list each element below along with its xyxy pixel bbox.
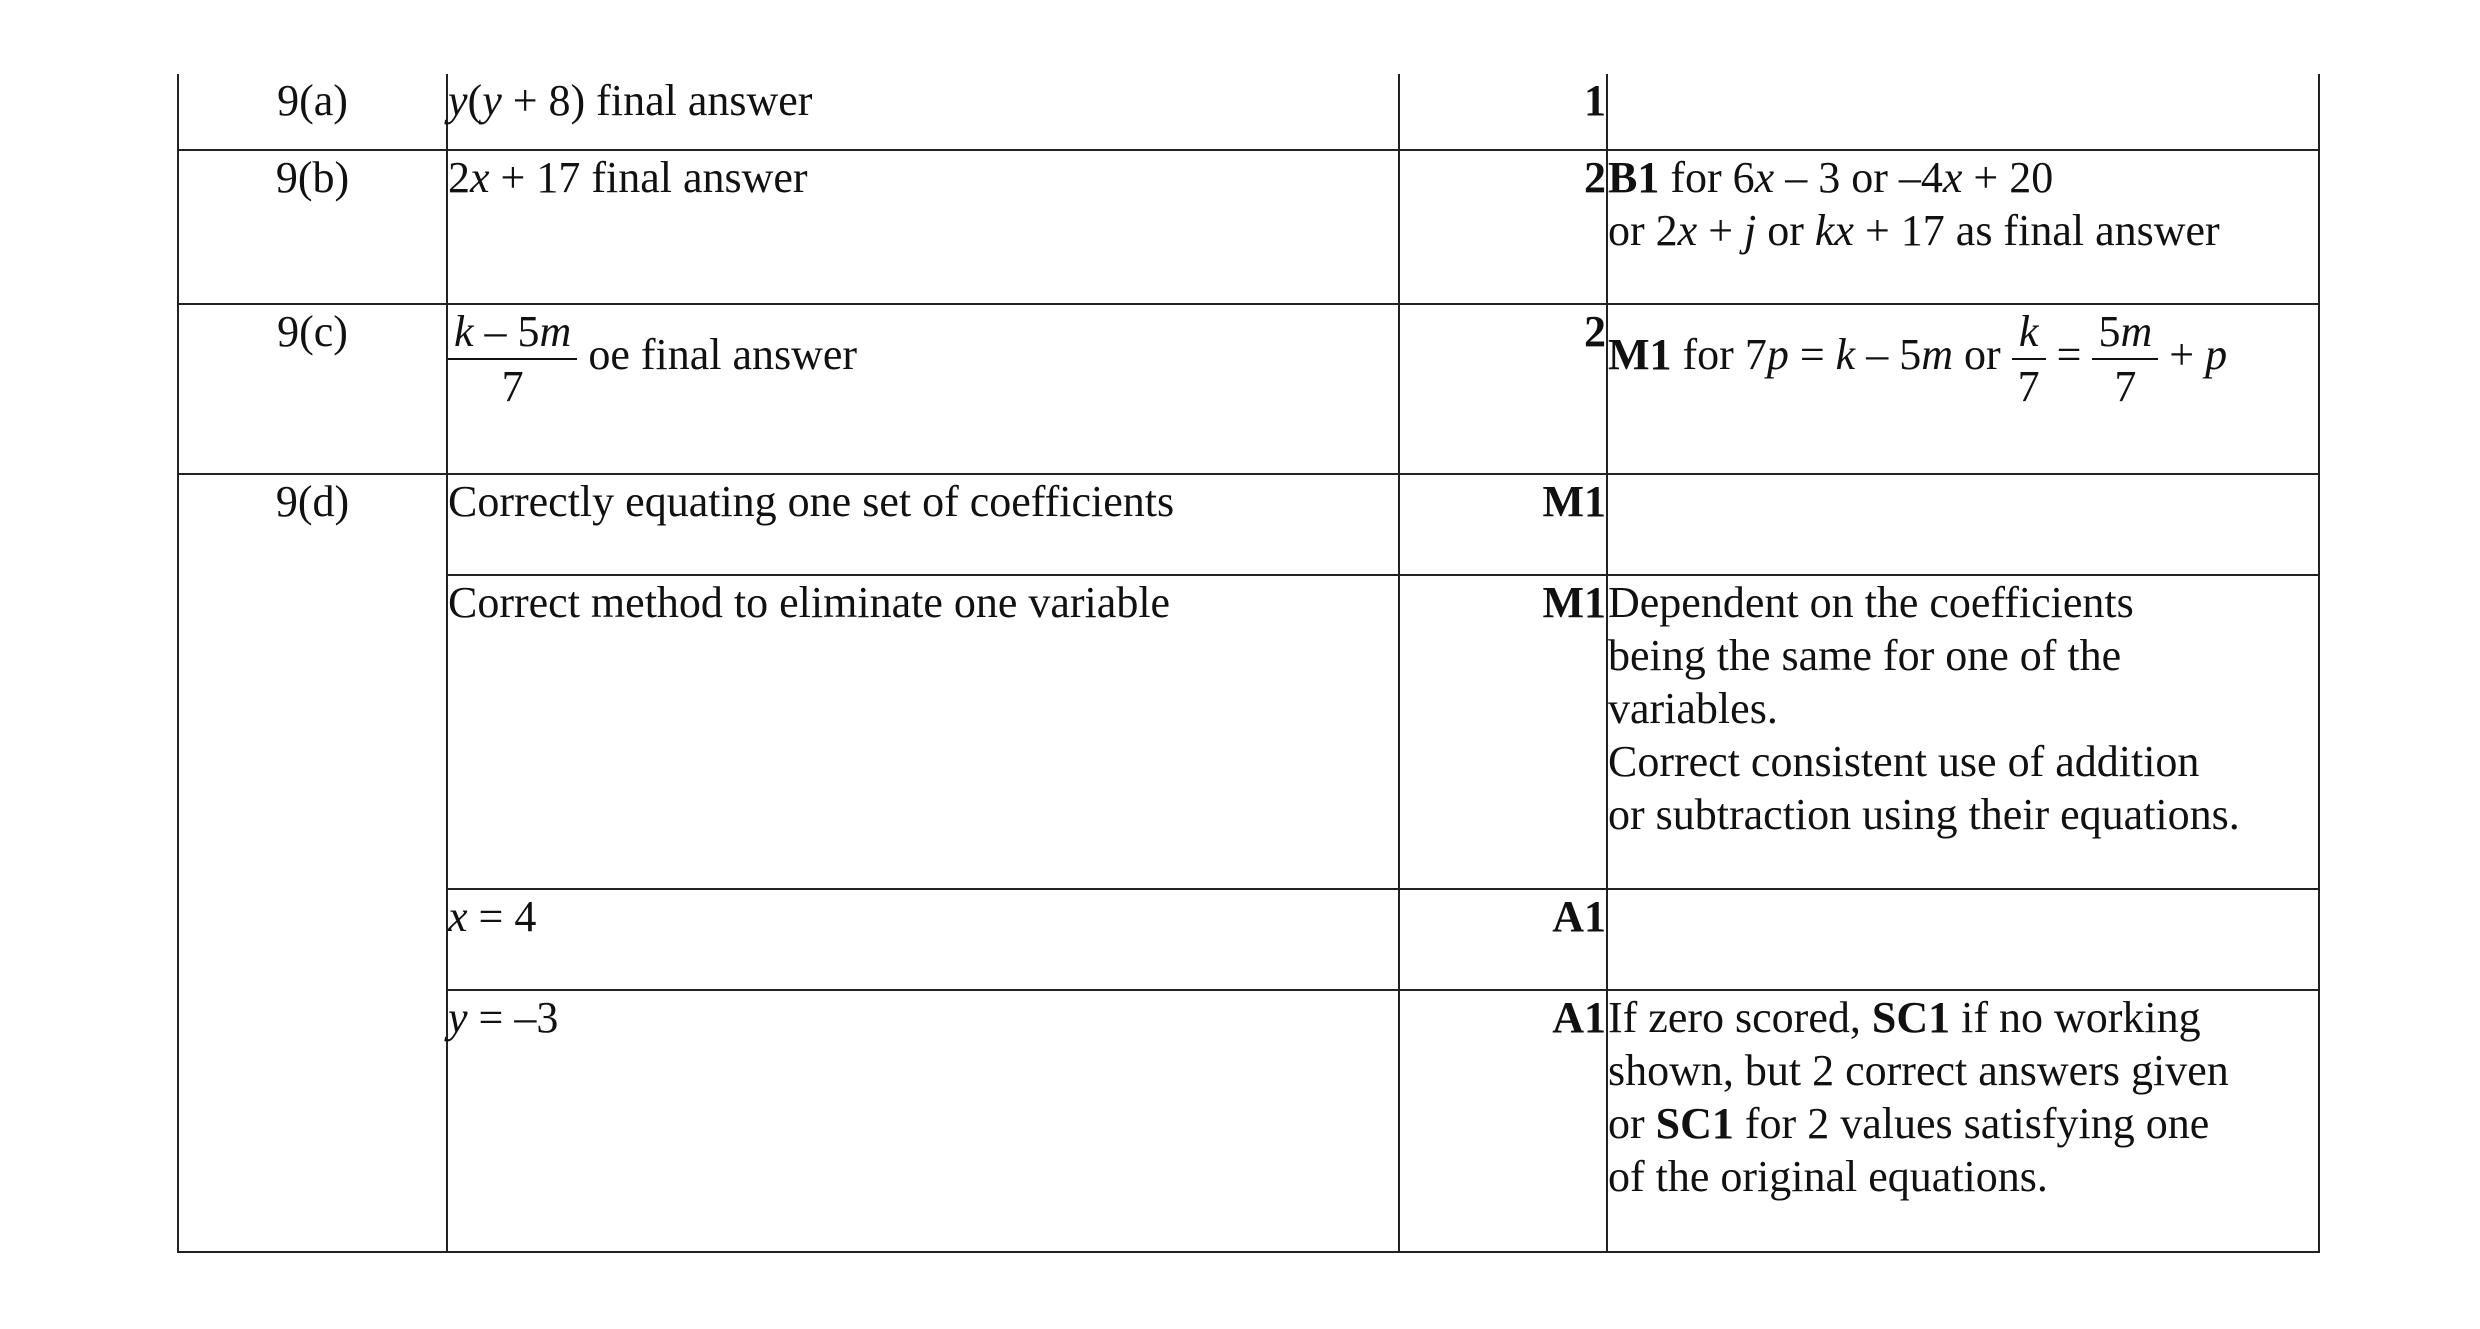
answer-cell	[447, 304, 1399, 474]
guidance-cell	[1607, 74, 2319, 150]
guidance-cell	[1607, 575, 2319, 889]
marks-cell: M1	[1399, 575, 1607, 889]
answer-cell: Correctly equating one set of coefficients	[447, 474, 1399, 575]
guidance-line: Dependent on the coefficients	[1608, 578, 2134, 627]
table-row-9b	[178, 150, 2319, 304]
guidance-line: or 2x + j or kx + 17 as final answer	[1608, 206, 2220, 255]
guidance-line: Correct consistent use of addition	[1608, 737, 2200, 786]
guidance-cell	[1607, 990, 2319, 1252]
answer-text: (	[467, 76, 483, 125]
mark-scheme-table	[177, 74, 2320, 1253]
table-row-9d-2	[178, 575, 2319, 889]
answer-cell: 2x + 17 final answer	[447, 150, 1399, 304]
guidance-line: or subtraction using their equations.	[1608, 790, 2240, 839]
guidance-cell	[1607, 150, 2319, 304]
answer-cell: Correct method to eliminate one variable	[447, 575, 1399, 889]
answer-cell: x = 4	[447, 889, 1399, 990]
marks-cell: 1	[1399, 74, 1607, 150]
guidance-cell: M1 for 7p = k – 5m or $\frac{k}{7}$ = $\frac{5m}{7}$ + p	[1607, 304, 2319, 474]
guidance-line: B1 for 6x – 3 or –4x + 20	[1608, 153, 2054, 202]
guidance-fraction: $\frac{k}{7}$	[2012, 305, 2046, 413]
guidance-line: being the same for one of the	[1608, 631, 2122, 680]
guidance-fraction: $\frac{5m}{7}$	[2092, 305, 2158, 413]
marks-cell: 2	[1399, 304, 1607, 474]
answer-cell	[447, 74, 1399, 150]
answer-text: + 8) final answer	[501, 76, 813, 125]
table-row-9c	[178, 304, 2319, 474]
guidance-line: variables.	[1608, 684, 1778, 733]
answer-fraction: $\frac{k - 5m}{7}$	[448, 305, 577, 413]
table-row-9d-1	[178, 474, 2319, 575]
marks-cell: A1	[1399, 889, 1607, 990]
table-row-9a	[178, 74, 2319, 150]
guidance-cell	[1607, 474, 2319, 575]
question-number: 9(a)	[178, 74, 447, 150]
question-number: 9(c)	[178, 304, 447, 474]
guidance-cell	[1607, 889, 2319, 990]
answer-cell: y = –3	[447, 990, 1399, 1252]
answer-text: oe final answer	[577, 330, 858, 380]
marks-cell: 2	[1399, 150, 1607, 304]
question-number: 9(b)	[178, 150, 447, 304]
guidance-line: of the original equations.	[1608, 1152, 2048, 1201]
answer-variable: y	[482, 76, 502, 125]
answer-variable: y	[448, 76, 468, 125]
guidance-line: or SC1 for 2 values satisfying one	[1608, 1099, 2210, 1148]
guidance-line: If zero scored, SC1 if no working	[1608, 993, 2201, 1042]
marks-cell: M1	[1399, 474, 1607, 575]
table-row-9d-4	[178, 990, 2319, 1252]
table-row-9d-3	[178, 889, 2319, 990]
guidance-line: shown, but 2 correct answers given	[1608, 1046, 2229, 1095]
marks-cell: A1	[1399, 990, 1607, 1252]
question-number: 9(d)	[178, 474, 447, 1252]
